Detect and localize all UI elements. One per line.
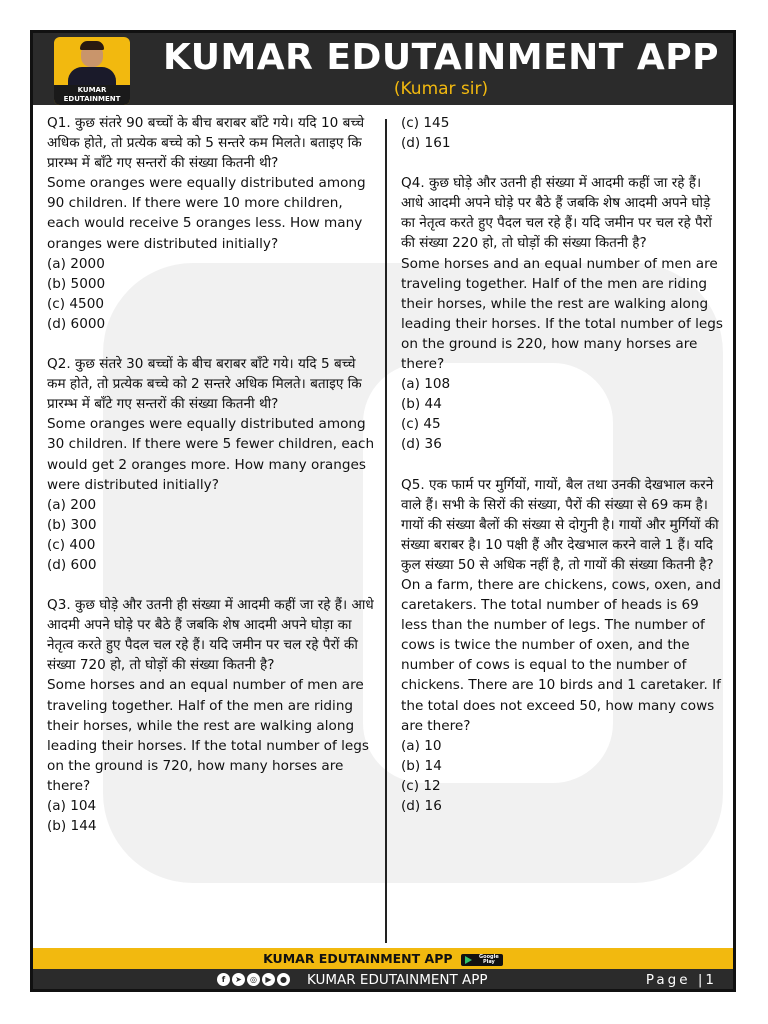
- telegram-icon[interactable]: ➤: [232, 973, 245, 986]
- column-divider: [385, 119, 387, 943]
- option-b: (b) 300: [47, 516, 97, 533]
- page-subtitle: (Kumar sir): [393, 79, 489, 99]
- option-a: (a) 108: [401, 376, 451, 393]
- option-a: (a) 2000: [47, 255, 105, 272]
- social-icons: [217, 973, 292, 988]
- left-column: [47, 113, 377, 856]
- question-english: Some horses and an equal number of men are traveling together. Half of the men are riding their horses, while the rest are walking along leading their horses. If the total number of legs on the ground is 720, how many horses are there?: [47, 677, 369, 794]
- option-c: (c) 400: [47, 536, 96, 553]
- question-hindi: Q2. कुछ संतरे 30 बच्चों के बीच बराबर बाँटे गये। यदि 5 बच्चे कम होते, तो प्रत्येक बच्चे को 2 सन्तरे अधिक मिलते। बताइए कि प्रारम्भ में बाँटे गए सन्तरों की संख्या कितनी थी?: [47, 356, 362, 413]
- option-d: (d) 16: [401, 798, 442, 814]
- question-block: [47, 354, 377, 575]
- question-continued: [401, 113, 726, 153]
- option-a: (a) 104: [47, 798, 97, 814]
- brand-logo: [54, 37, 130, 105]
- page-title: KUMAR EDUTAINMENT APP: [162, 37, 720, 78]
- question-block: [401, 173, 726, 454]
- option-d: (d) 36: [401, 436, 442, 453]
- question-block: [47, 595, 377, 836]
- chat-icon[interactable]: ●: [277, 973, 290, 986]
- question-english: Some oranges were equally distributed among 90 children. If there were 10 more children, each would receive 5 oranges less. How many oranges were distributed initially?: [47, 175, 366, 252]
- right-column: [401, 113, 726, 836]
- footer-brand: KUMAR EDUTAINMENT APP: [263, 951, 453, 966]
- page-frame: [30, 30, 736, 992]
- option-d: (d) 6000: [47, 315, 106, 332]
- option-b: (b) 5000: [47, 275, 106, 292]
- question-hindi: Q3. कुछ घोड़े और उतनी ही संख्या में आदमी कहीं जा रहे हैं। आधे आदमी अपने घोड़े पर बैठे हैं जबकि शेष आदमी अपने घोड़ा का नेतृत्व करते हुए पैदल चल रहे हैं। यदि जमीन पर चल रहे पैरों की संख्या 720 हो, तो घोड़ों की संख्या कितनी है?: [47, 597, 374, 674]
- question-english: Some oranges were equally distributed among 30 children. If there were 5 fewer children, each would get 2 oranges more. How many oranges were distributed initially?: [47, 416, 375, 493]
- question-english: Some horses and an equal number of men are traveling together. Half of the men are riding their horses, while the rest are walking along leading their horses. If the total number of legs on the ground is 220, how many horses are there?: [401, 255, 723, 373]
- google-play-badge[interactable]: [461, 954, 503, 966]
- question-english: On a farm, there are chickens, cows, oxen, and caretakers. The total number of heads is 69 less than the number of legs. The number of cows is twice the number of oxen, and the number of cows is equal to the number of chickens. There are 10 birds and 1 caretaker. If the total does not exceed 50, how many cows are there?: [401, 576, 722, 734]
- footer-bar: [33, 969, 733, 992]
- footer-banner: [33, 948, 733, 969]
- question-hindi: Q4. कुछ घोड़े और उतनी ही संख्या में आदमी कहीं जा रहे हैं। आधे आदमी अपने घोड़े पर बैठे हैं जबकि शेष आदमी अपने घोड़े का नेतृत्व करते हुए पैदल चल रहे हैं। यदि जमीन पर चल रहे पैरों की संख्या 220 हो, तो घोड़ों की संख्या कितनी है?: [401, 175, 712, 252]
- option-b: (b) 144: [47, 818, 97, 835]
- youtube-icon[interactable]: ▶: [262, 973, 275, 986]
- option-c: (c) 4500: [47, 295, 104, 312]
- logo-person-hair: [80, 41, 104, 50]
- page-number: Page |1: [645, 972, 717, 988]
- option-d: (d) 600: [47, 556, 97, 573]
- google-play-label: Google Play: [479, 953, 499, 965]
- option-c: (c) 12: [401, 777, 441, 794]
- question-hindi: Q1. कुछ संतरे 90 बच्चों के बीच बराबर बाँटे गये। यदि 10 बच्चे अधिक होते, तो प्रत्येक बच्चे को 5 सन्तरे कम मिलते। बताइए कि प्रारम्भ में बाँटे गए सन्तरों की संख्या कितनी थी?: [47, 115, 365, 172]
- logo-caption: KUMAR EDUTAINMENT: [54, 85, 130, 105]
- page-header: [33, 33, 733, 105]
- question-block: [47, 113, 377, 334]
- instagram-icon[interactable]: ◎: [247, 973, 260, 986]
- option-a: (a) 200: [47, 496, 97, 513]
- question-hindi: Q5. एक फार्म पर मुर्गियों, गायों, बैल तथा उनकी देखभाल करने वाले हैं। सभी के सिरों की संख्या, पैरों की संख्या से 69 कम है। गायों की संख्या बैलों की संख्या से दोगुनी है। गायों और मुर्गियों की संख्या बराबर है। 10 पक्षी हैं और देखभाल करने वाले 1 हैं। यदि कुल संख्या 50 से अधिक नहीं है, तो गायों की संख्या कितनी है?: [401, 476, 719, 573]
- footer-brand-text: KUMAR EDUTAINMENT APP: [307, 972, 488, 988]
- option-a: (a) 10: [401, 737, 442, 754]
- option-c: (c) 145: [401, 115, 450, 131]
- option-b: (b) 44: [401, 396, 442, 413]
- question-block: [401, 475, 726, 817]
- option-d: (d) 161: [401, 135, 451, 152]
- option-c: (c) 45: [401, 416, 441, 433]
- option-b: (b) 14: [401, 757, 442, 774]
- facebook-icon[interactable]: f: [217, 973, 230, 986]
